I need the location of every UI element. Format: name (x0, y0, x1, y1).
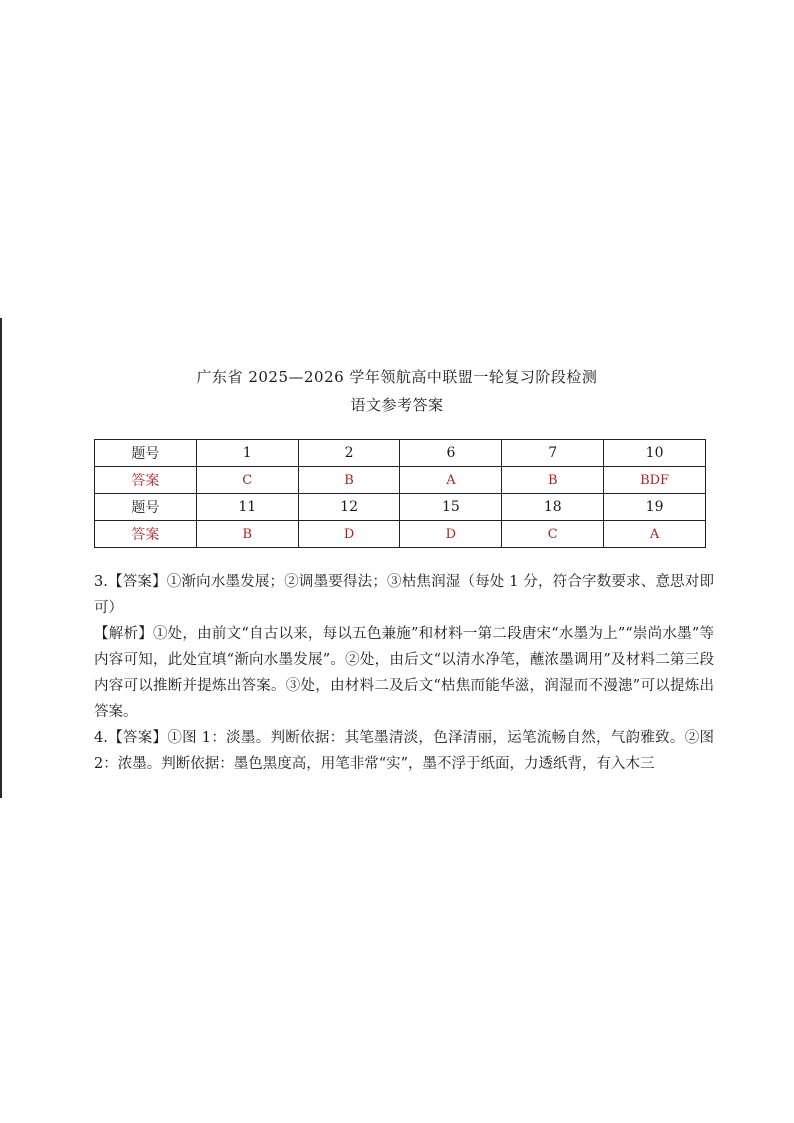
q4-answer-tag: 4.【答案】 (94, 730, 168, 746)
table-cell: BDF (604, 467, 706, 494)
table-cell: B (196, 521, 298, 548)
row-label: 答案 (95, 521, 197, 548)
document-subtitle: 语文参考答案 (350, 396, 444, 414)
table-cell: 2 (298, 440, 400, 467)
q3-answer (94, 569, 714, 621)
answer-table (94, 439, 706, 548)
table-cell: 19 (604, 494, 706, 521)
table-cell: B (298, 467, 400, 494)
table-cell: 12 (298, 494, 400, 521)
table-cell: D (400, 521, 502, 548)
q3-analysis-tag: 【解析】 (94, 626, 153, 642)
q3-answer-tag: 3.【答案】 (94, 574, 167, 590)
table-row (95, 440, 706, 467)
table-cell: 7 (502, 440, 604, 467)
row-label: 题号 (95, 440, 197, 467)
table-cell: 11 (196, 494, 298, 521)
table-row (95, 467, 706, 494)
row-label: 题号 (95, 494, 197, 521)
table-cell: 6 (400, 440, 502, 467)
table-cell: 18 (502, 494, 604, 521)
q3-analysis (94, 621, 714, 725)
q4-answer-text: ①图 1：淡墨。判断依据：其笔墨清淡，色泽清丽，运笔流畅自然，气韵雅致。②图 2：浓墨。判断依据：墨色黑度高，用笔非常“实”，墨不浮于纸面，力透纸背，有入木三 (94, 730, 714, 772)
table-row (95, 494, 706, 521)
row-label: 答案 (95, 467, 197, 494)
table-cell: A (400, 467, 502, 494)
document-title: 广东省 2025—2026 学年领航高中联盟一轮复习阶段检测 (196, 368, 598, 386)
scan-edge (0, 318, 2, 798)
table-cell: C (196, 467, 298, 494)
q3-answer-text: ①渐向水墨发展；②调墨要得法；③枯焦润湿（每处 1 分，符合字数要求、意思对即可） (94, 574, 714, 616)
q4-answer (94, 725, 714, 777)
table-cell: C (502, 521, 604, 548)
table-cell: B (502, 467, 604, 494)
table-row (95, 521, 706, 548)
q3-analysis-text: ①处，由前文“自古以来，每以五色兼施”和材料一第二段唐宋“水墨为上”“崇尚水墨”等内容可知，此处宜填“渐向水墨发展”。②处，由后文“以清水净笔，蘸浓墨调用”及材料二第三段内容可以推断并提炼出答案。③处，由材料二及后文“枯焦而能华滋，润湿而不漫漶”可以提炼出答案。 (94, 626, 714, 720)
table-cell: 1 (196, 440, 298, 467)
table-cell: D (298, 521, 400, 548)
table-cell: 15 (400, 494, 502, 521)
table-cell: A (604, 521, 706, 548)
table-cell: 10 (604, 440, 706, 467)
